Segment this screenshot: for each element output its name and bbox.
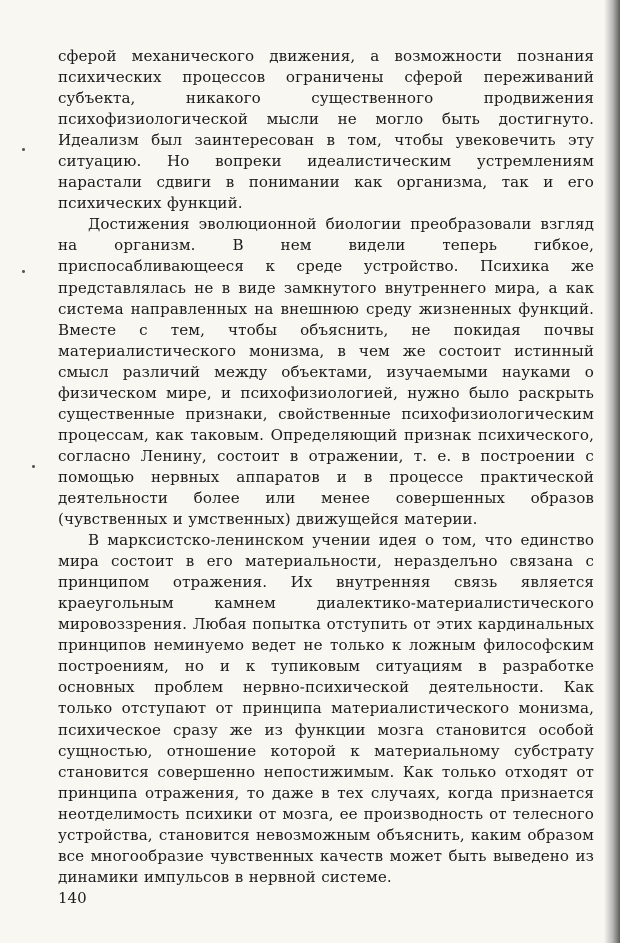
body-text <box>58 46 594 888</box>
page-number: 140 <box>58 889 87 907</box>
page-edge-shadow <box>604 0 620 943</box>
scan-speck <box>32 465 35 468</box>
paragraph-1: сферой механического движения, а возможности познания психических процессов ограничены сферой переживаний субъекта, никакого существенного продвижения психофизиологической мысли не могло быть достигнуто. Идеализм был заинтересован в том, чтобы увековечить эту ситуацию. Но вопреки идеалистическим устремлениям нарастали сдвиги в понимании как организма, так и его психических функций. <box>58 47 594 213</box>
paragraph-2: Достижения эволюционной биологии преобразовали взгляд на организм. В нем видели теперь гибкое, приспосабливающееся к среде устройство. Психика же представлялась не в виде замкнутого внутреннего мира, а как система направленных на внешнюю среду жизненных функций. Вместе с тем, чтобы объяснить, не покидая почвы материалистического монизма, в чем же состоит истинный смысл различий между объектами, изучаемыми науками о физическом мире, и психофизиологией, нужно было раскрыть существенные признаки, свойственные психофизиологическим процессам, как таковым. Определяющий признак психического, согласно Ленину, состоит в отражении, т. е. в построении с помощью нервных аппаратов и в процессе практической деятельности более или менее совершенных образов (чувственных и умственных) движущейся материи. <box>58 215 594 529</box>
scan-speck <box>22 148 25 151</box>
paragraph-3: В марксистско-ленинском учении идея о том, что единство мира состоит в его материальности, неразделъно связана с принципом отражения. Их внутренняя связь является краеугольным камнем диалектико-материалистического мировоззрения. Любая попытка отступить от этих кардинальных принципов неминуемо ведет не только к ложным философским построениям, но и к тупиковым ситуациям в разработке основных проблем нервно-психической деятельности. Как только отступают от принципа материалистического монизма, психическое сразу же из функции мозга становится особой сущностью, отношение которой к материальному субстрату становится совершенно непостижимым. Как только отходят от принципа отражения, то даже в тех случаях, когда признается неотделимость психики от мозга, ее производность от телесного устройства, становится невозможным объяснить, каким образом все многообразие чувственных качеств может быть выведено из динамики импульсов в нервной системе. <box>58 531 594 886</box>
scan-speck <box>22 270 25 273</box>
